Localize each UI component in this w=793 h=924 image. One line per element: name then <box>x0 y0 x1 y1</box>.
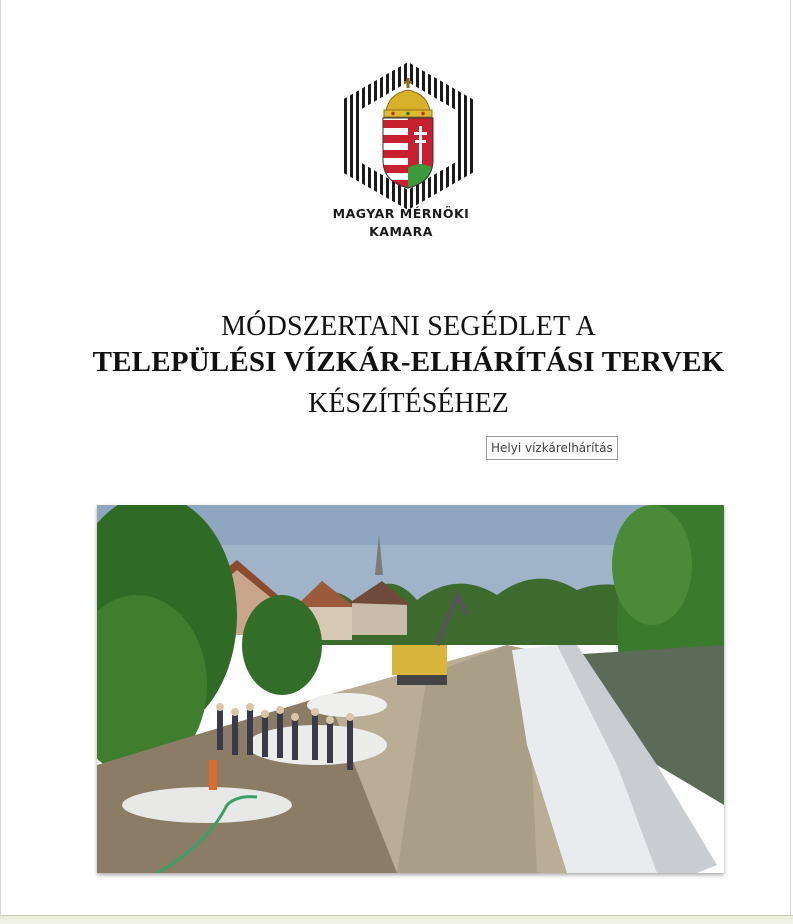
hover-tooltip: Helyi vízkárelhárítás <box>486 436 618 460</box>
chamber-crest-logo <box>338 60 478 210</box>
flood-defense-photo <box>97 505 724 873</box>
document-title-line1: MÓDSZERTANI SEGÉDLET A <box>221 311 596 342</box>
logo-title-line2: KAMARA <box>369 224 433 239</box>
document-title-line2: TELEPÜLÉSI VÍZKÁR-ELHÁRÍTÁSI TERVEK <box>92 346 725 378</box>
logo-title-line1: MAGYAR MÉRNÖKI <box>332 206 470 221</box>
document-title-line3: KÉSZÍTÉSÉHEZ <box>308 388 509 419</box>
